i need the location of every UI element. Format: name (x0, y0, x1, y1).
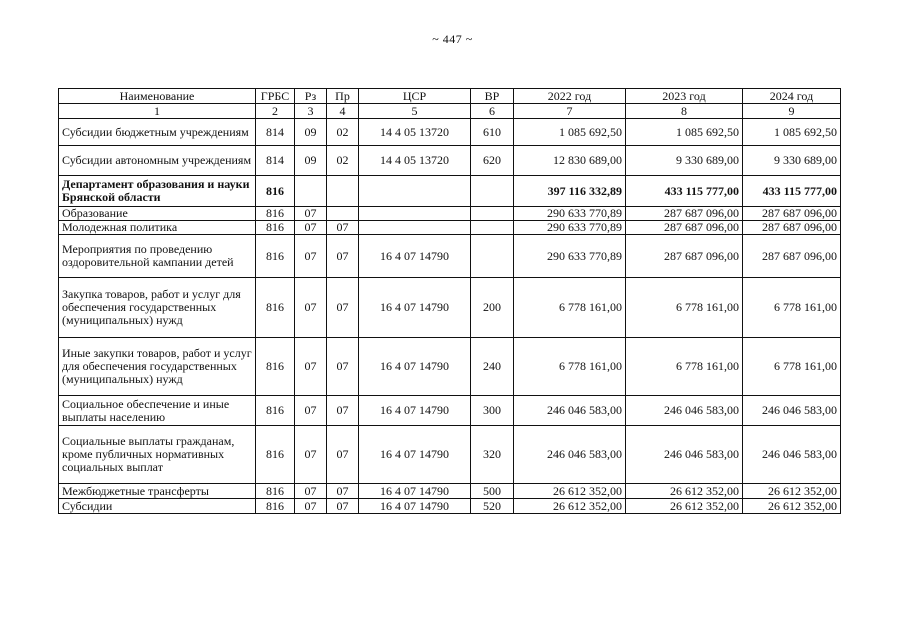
cell-pr: 02 (327, 146, 359, 176)
col-header-name: Наименование (59, 89, 256, 104)
cell-2023: 6 778 161,00 (626, 338, 743, 396)
col-header-2024: 2024 год (743, 89, 841, 104)
cell-rz: 09 (295, 146, 327, 176)
col-number: 5 (359, 104, 471, 119)
cell-name: Субсидии (59, 499, 256, 514)
cell-2023: 26 612 352,00 (626, 499, 743, 514)
cell-pr: 07 (327, 221, 359, 235)
table-row (59, 235, 841, 278)
cell-pr: 07 (327, 278, 359, 338)
column-number-row (59, 104, 841, 119)
col-number: 8 (626, 104, 743, 119)
cell-vr: 610 (471, 119, 514, 146)
cell-csr: 16 4 07 14790 (359, 278, 471, 338)
cell-rz: 07 (295, 278, 327, 338)
cell-2023: 6 778 161,00 (626, 278, 743, 338)
cell-2022: 6 778 161,00 (514, 338, 626, 396)
cell-rz: 07 (295, 396, 327, 426)
cell-2022: 6 778 161,00 (514, 278, 626, 338)
cell-2024: 6 778 161,00 (743, 278, 841, 338)
budget-table (58, 88, 841, 514)
table-row (59, 176, 841, 207)
cell-rz: 07 (295, 484, 327, 499)
cell-2022: 246 046 583,00 (514, 426, 626, 484)
cell-name: Закупка товаров, работ и услуг для обеспечения государственных (муниципальных) нужд (59, 278, 256, 338)
cell-name: Образование (59, 207, 256, 221)
cell-vr: 240 (471, 338, 514, 396)
col-number: 2 (256, 104, 295, 119)
table-row (59, 278, 841, 338)
cell-vr (471, 235, 514, 278)
table-row (59, 338, 841, 396)
cell-pr: 07 (327, 426, 359, 484)
col-number: 7 (514, 104, 626, 119)
cell-grbs: 814 (256, 119, 295, 146)
cell-csr: 16 4 07 14790 (359, 426, 471, 484)
cell-csr: 14 4 05 13720 (359, 119, 471, 146)
cell-name: Межбюджетные трансферты (59, 484, 256, 499)
cell-2022: 12 830 689,00 (514, 146, 626, 176)
table-row (59, 484, 841, 499)
cell-2024: 6 778 161,00 (743, 338, 841, 396)
cell-name: Департамент образования и науки Брянской области (59, 176, 256, 207)
col-number: 6 (471, 104, 514, 119)
cell-2024: 287 687 096,00 (743, 207, 841, 221)
cell-name: Иные закупки товаров, работ и услуг для обеспечения государственных (муниципальных) нужд (59, 338, 256, 396)
cell-2022: 246 046 583,00 (514, 396, 626, 426)
table-row (59, 207, 841, 221)
cell-vr (471, 176, 514, 207)
cell-grbs: 816 (256, 426, 295, 484)
cell-grbs: 814 (256, 146, 295, 176)
cell-vr: 300 (471, 396, 514, 426)
cell-csr: 16 4 07 14790 (359, 396, 471, 426)
cell-rz: 07 (295, 338, 327, 396)
col-header-grbs: ГРБС (256, 89, 295, 104)
col-header-vr: ВР (471, 89, 514, 104)
cell-vr (471, 207, 514, 221)
cell-rz (295, 176, 327, 207)
cell-grbs: 816 (256, 235, 295, 278)
table-row (59, 146, 841, 176)
cell-2022: 397 116 332,89 (514, 176, 626, 207)
page-number: ~ 447 ~ (432, 32, 473, 46)
cell-grbs: 816 (256, 221, 295, 235)
cell-rz: 07 (295, 235, 327, 278)
cell-pr: 07 (327, 396, 359, 426)
cell-vr (471, 221, 514, 235)
cell-grbs: 816 (256, 207, 295, 221)
col-number: 4 (327, 104, 359, 119)
cell-2024: 26 612 352,00 (743, 484, 841, 499)
cell-name: Субсидии бюджетным учреждениям (59, 119, 256, 146)
table-row (59, 426, 841, 484)
col-number: 3 (295, 104, 327, 119)
header-row (59, 89, 841, 104)
cell-2024: 1 085 692,50 (743, 119, 841, 146)
cell-name: Субсидии автономным учреждениям (59, 146, 256, 176)
cell-2023: 287 687 096,00 (626, 235, 743, 278)
cell-vr: 520 (471, 499, 514, 514)
cell-csr: 14 4 05 13720 (359, 146, 471, 176)
cell-grbs: 816 (256, 278, 295, 338)
cell-2023: 26 612 352,00 (626, 484, 743, 499)
col-number: 1 (59, 104, 256, 119)
cell-2024: 287 687 096,00 (743, 235, 841, 278)
cell-2024: 26 612 352,00 (743, 499, 841, 514)
cell-2022: 290 633 770,89 (514, 235, 626, 278)
cell-pr: 07 (327, 338, 359, 396)
cell-pr (327, 207, 359, 221)
col-header-pr: Пр (327, 89, 359, 104)
cell-2024: 246 046 583,00 (743, 396, 841, 426)
table-row (59, 221, 841, 235)
cell-csr: 16 4 07 14790 (359, 235, 471, 278)
cell-csr: 16 4 07 14790 (359, 484, 471, 499)
cell-vr: 500 (471, 484, 514, 499)
cell-2023: 433 115 777,00 (626, 176, 743, 207)
cell-2024: 287 687 096,00 (743, 221, 841, 235)
cell-2023: 246 046 583,00 (626, 426, 743, 484)
cell-2023: 287 687 096,00 (626, 221, 743, 235)
col-header-2023: 2023 год (626, 89, 743, 104)
cell-rz: 09 (295, 119, 327, 146)
cell-pr (327, 176, 359, 207)
cell-2022: 1 085 692,50 (514, 119, 626, 146)
table-body (59, 119, 841, 514)
cell-2024: 246 046 583,00 (743, 426, 841, 484)
cell-2024: 433 115 777,00 (743, 176, 841, 207)
cell-grbs: 816 (256, 338, 295, 396)
cell-rz: 07 (295, 426, 327, 484)
col-header-rz: Рз (295, 89, 327, 104)
cell-rz: 07 (295, 221, 327, 235)
cell-grbs: 816 (256, 499, 295, 514)
cell-2022: 290 633 770,89 (514, 221, 626, 235)
cell-csr: 16 4 07 14790 (359, 338, 471, 396)
cell-name: Мероприятия по проведению оздоровительной кампании детей (59, 235, 256, 278)
cell-pr: 07 (327, 235, 359, 278)
table-row (59, 499, 841, 514)
cell-grbs: 816 (256, 484, 295, 499)
cell-grbs: 816 (256, 176, 295, 207)
cell-2023: 9 330 689,00 (626, 146, 743, 176)
cell-name: Молодежная политика (59, 221, 256, 235)
cell-name: Социальные выплаты гражданам, кроме публичных нормативных социальных выплат (59, 426, 256, 484)
col-number: 9 (743, 104, 841, 119)
cell-2022: 26 612 352,00 (514, 499, 626, 514)
cell-2023: 287 687 096,00 (626, 207, 743, 221)
cell-2023: 1 085 692,50 (626, 119, 743, 146)
cell-2024: 9 330 689,00 (743, 146, 841, 176)
cell-grbs: 816 (256, 396, 295, 426)
cell-2022: 290 633 770,89 (514, 207, 626, 221)
cell-csr (359, 176, 471, 207)
cell-pr: 07 (327, 484, 359, 499)
cell-name: Социальное обеспечение и иные выплаты населению (59, 396, 256, 426)
cell-pr: 07 (327, 499, 359, 514)
cell-pr: 02 (327, 119, 359, 146)
cell-2022: 26 612 352,00 (514, 484, 626, 499)
table-row (59, 119, 841, 146)
col-header-2022: 2022 год (514, 89, 626, 104)
cell-vr: 620 (471, 146, 514, 176)
cell-csr (359, 221, 471, 235)
cell-vr: 200 (471, 278, 514, 338)
cell-csr: 16 4 07 14790 (359, 499, 471, 514)
cell-vr: 320 (471, 426, 514, 484)
cell-2023: 246 046 583,00 (626, 396, 743, 426)
cell-rz: 07 (295, 207, 327, 221)
cell-rz: 07 (295, 499, 327, 514)
col-header-csr: ЦСР (359, 89, 471, 104)
table-row (59, 396, 841, 426)
cell-csr (359, 207, 471, 221)
